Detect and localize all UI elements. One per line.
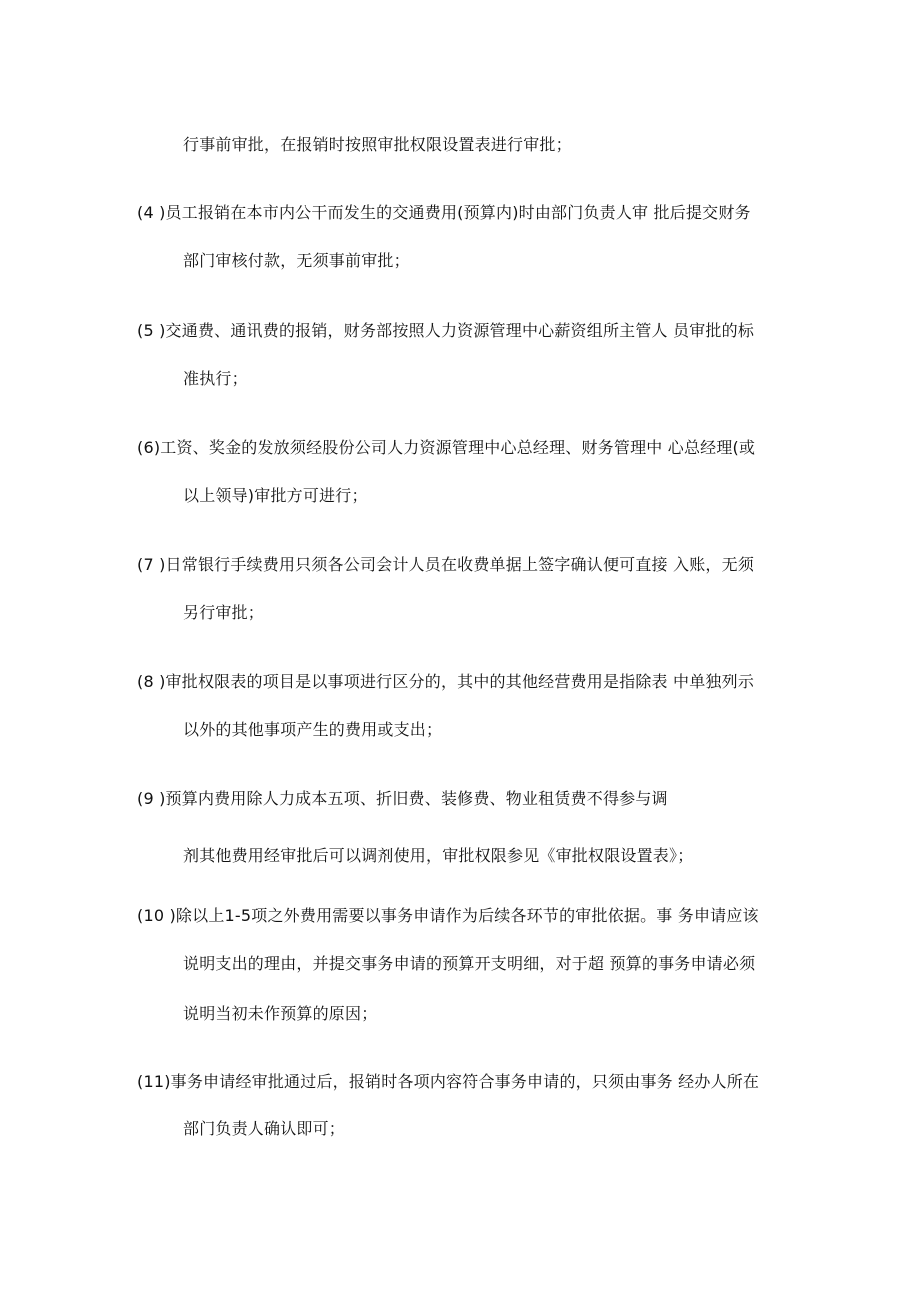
item-11-line-2: 部门负责人确认即可； [183, 1119, 346, 1138]
item-6-line-2: 以上领导)审批方可进行； [183, 486, 368, 505]
item-7-line-2: 另行审批； [183, 603, 265, 622]
item-10-line-3: 说明当初未作预算的原因； [183, 1004, 378, 1023]
item-4-line-1: (4 )员工报销在本市内公干而发生的交通费用(预算内)时由部门负责人审 批后提交财务 [137, 203, 751, 222]
item-10-line-1: (10 )除以上1-5项之外费用需要以事务申请作为后续各环节的审批依据。事 务申请应该 [137, 906, 759, 925]
item-9-line-1: (9 )预算内费用除人力成本五项、折旧费、装修费、物业租赁费不得参与调 [137, 789, 668, 808]
item-9-line-2: 剂其他费用经审批后可以调剂使用，审批权限参见《审批权限设置表》； [183, 846, 694, 865]
item-5-line-1: (5 )交通费、通讯费的报销，财务部按照人力资源管理中心薪资组所主管人 员审批的标 [137, 321, 755, 340]
item-8-line-2: 以外的其他事项产生的费用或支出； [183, 720, 443, 739]
item-6-line-1: (6)工资、奖金的发放须经股份公司人力资源管理中心总经理、财务管理中 心总经理(或 [137, 438, 756, 457]
paragraph-3-continuation: 行事前审批，在报销时按照审批权限设置表进行审批； [183, 135, 572, 154]
item-5-line-2: 准执行； [183, 369, 248, 388]
item-8-line-1: (8 )审批权限表的项目是以事项进行区分的，其中的其他经营费用是指除表 中单独列示 [137, 672, 755, 691]
item-10-line-2: 说明支出的理由，并提交事务申请的预算开支明细，对于超 预算的事务申请必须 [183, 954, 756, 973]
item-4-line-2: 部门审核付款，无须事前审批； [183, 251, 410, 270]
item-11-line-1: (11)事务申请经审批通过后，报销时各项内容符合事务申请的，只须由事务 经办人所在 [137, 1072, 760, 1091]
item-7-line-1: (7 )日常银行手续费用只须各公司会计人员在收费单据上签字确认便可直接 入账，无须 [137, 555, 755, 574]
